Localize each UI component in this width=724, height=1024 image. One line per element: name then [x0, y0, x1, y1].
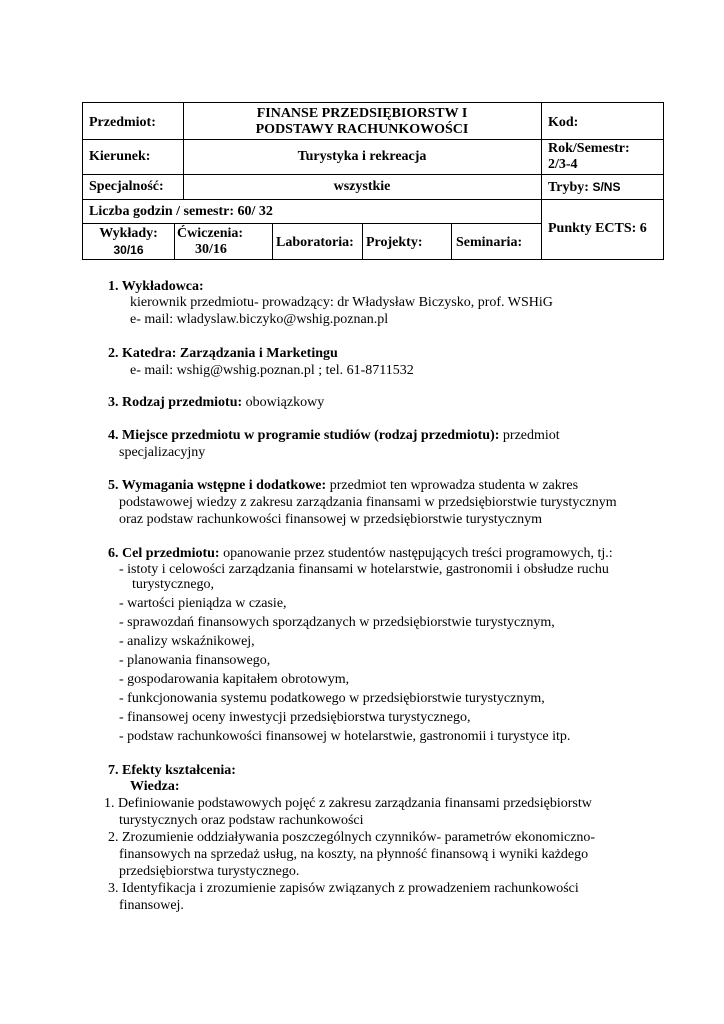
- section-4-line2: specjalizacyjny: [119, 445, 206, 460]
- section-3: 3. Rodzaj przedmiotu: obowiązkowy: [108, 395, 325, 410]
- kierunek-value: Turystyka i rekreacja: [297, 149, 427, 164]
- kierunek-label: Kierunek:: [89, 149, 151, 164]
- section-1-heading: 1. Wykładowca:: [108, 279, 204, 294]
- section-7-heading: 7. Efekty kształcenia:: [108, 763, 236, 778]
- section-1-line1: kierownik przedmiotu- prowadzący: dr Władysław Biczysko, prof. WSHiG: [130, 295, 553, 310]
- tryby: [548, 179, 620, 196]
- cwiczenia-label: Ćwiczenia:: [177, 226, 244, 241]
- wyklady-value: 30/16: [113, 243, 144, 257]
- tryby-label: Tryby:: [548, 180, 589, 195]
- list-item: - analizy wskaźnikowej,: [119, 634, 255, 649]
- cwiczenia-value: 30/16: [195, 242, 227, 257]
- section-4: 4. Miejsce przedmiotu w programie studiów (rodzaj przedmiotu): przedmiot: [108, 428, 560, 443]
- list-item: - gospodarowania kapitałem obrotowym,: [119, 672, 350, 687]
- course-info-table: [82, 102, 664, 260]
- cwiczenia: [177, 226, 243, 258]
- list-item: 3. Identyfikacja i zrozumienie zapisów związanych z prowadzeniem rachunkowości: [108, 881, 579, 896]
- rok-value: 2/3-4: [548, 157, 578, 172]
- przedmiot-label: Przedmiot:: [89, 115, 156, 130]
- list-item: 1. Definiowanie podstawowych pojęć z zakresu zarządzania finansami przedsiębiorstw: [104, 796, 592, 811]
- list-item: przedsiębiorstwa turystycznego.: [119, 864, 300, 879]
- section-1-line2: e- mail: wladyslaw.biczyko@wshig.poznan.pl: [130, 312, 389, 327]
- section-2-line1: e- mail: wshig@wshig.poznan.pl ; tel. 61-8711532: [130, 363, 414, 378]
- specjalnosc-label: Specjalność:: [89, 179, 164, 194]
- list-item: finansowych na sprzedaż usług, na koszty, na płynność finansową i wyniki każdego: [119, 847, 589, 862]
- laboratoria-label: Laboratoria:: [276, 235, 354, 250]
- liczba-godzin: Liczba godzin / semestr: 60/ 32: [89, 204, 273, 219]
- section-5-line2: podstawowej wiedzy z zakresu zarządzania finansami w przedsiębiorstwie turystycznym: [119, 495, 617, 510]
- list-item: - planowania finansowego,: [119, 653, 271, 668]
- list-item: - finansowej oceny inwestycji przedsiębiorstwa turystycznego,: [119, 710, 471, 725]
- list-item: - istoty i celowości zarządzania finansami w hotelarstwie, gastronomii i obsłudze ruchu: [119, 562, 609, 577]
- kod-label: Kod:: [548, 115, 579, 130]
- specjalnosc-value: wszystkie: [333, 179, 391, 194]
- list-item: 2. Zrozumienie oddziaływania poszczególnych czynników- parametrów ekonomiczno-: [108, 830, 596, 845]
- section-5: 5. Wymagania wstępne i dodatkowe: przedmiot ten wprowadza studenta w zakres: [108, 478, 579, 493]
- list-item: - funkcjonowania systemu podatkowego w przedsiębiorstwie turystycznym,: [119, 691, 545, 706]
- przedmiot-value-line1: FINANSE PRZEDSIĘBIORSTW I: [256, 106, 468, 121]
- section-2-heading: 2. Katedra: Zarządzania i Marketingu: [108, 346, 338, 361]
- wyklady: [83, 226, 174, 258]
- projekty-label: Projekty:: [366, 235, 423, 250]
- wyklady-label: Wykłady:: [99, 226, 158, 241]
- list-item: - wartości pieniądza w czasie,: [119, 596, 287, 611]
- seminaria-label: Seminaria:: [456, 235, 523, 250]
- rok-label: Rok/Semestr:: [548, 141, 630, 156]
- list-item: turystycznych oraz podstaw rachunkowości: [119, 813, 364, 828]
- list-item: finansowej.: [119, 898, 184, 913]
- przedmiot-value-line2: PODSTAWY RACHUNKOWOŚCI: [255, 122, 469, 137]
- list-item: - podstaw rachunkowości finansowej w hotelarstwie, gastronomii i turystyce itp.: [119, 729, 571, 744]
- rok-semestr: [548, 141, 630, 173]
- punkty-ects: Punkty ECTS: 6: [548, 221, 647, 236]
- list-item: turystycznego,: [132, 577, 215, 592]
- section-5-line3: oraz podstaw rachunkowości finansowej w przedsiębiorstwie turystycznym: [119, 512, 542, 527]
- tryby-value: S/NS: [592, 180, 621, 194]
- przedmiot-value: [183, 106, 541, 138]
- list-item: - sprawozdań finansowych sporządzanych w przedsiębiorstwie turystycznym,: [119, 615, 555, 630]
- section-7-sub: Wiedza:: [130, 779, 180, 794]
- section-6: 6. Cel przedmiotu: opanowanie przez studentów następujących treści programowych, tj.:: [108, 546, 613, 561]
